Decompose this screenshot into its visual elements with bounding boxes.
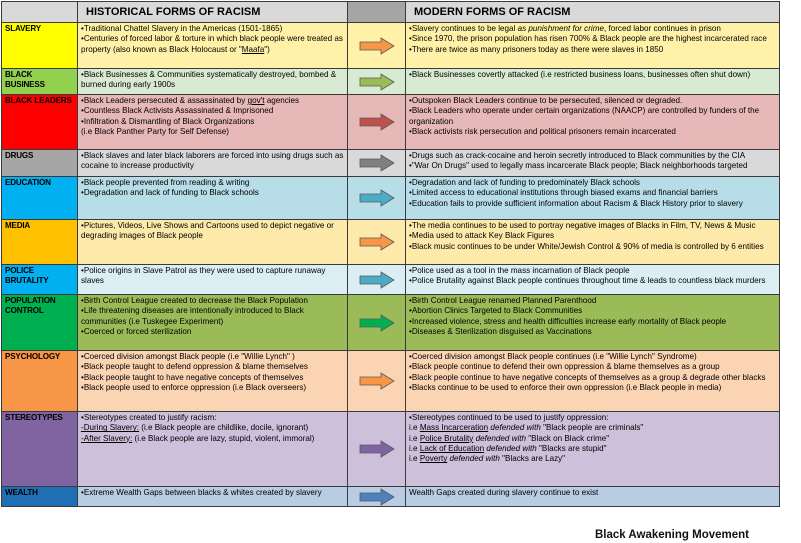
text-segment: •Black Leaders who operate under certain organizations (NAACP) are controlled by funders of the organization [409,106,760,126]
text-segment: •Black people continue to have negative concepts of themselves as a group & degrade other blacks [409,372,766,382]
text-line [81,327,344,337]
text-segment: agencies [264,96,300,105]
text-segment: Lack of Education [419,443,485,453]
historical-cell [78,150,348,177]
table-body [2,23,780,507]
text-segment: •Media used to attack Key Black Figures [409,231,554,241]
text-line [409,306,776,316]
text-segment: defended with [484,443,537,453]
text-line [81,296,344,306]
text-line [81,266,344,287]
text-line [409,327,776,337]
text-segment: •Black Businesses covertly attacked (i.e restricted business loans, businesses often shut down) [409,70,751,79]
text-line [409,373,776,383]
arrow-cell [348,265,406,295]
right-arrow-icon [359,189,395,207]
modern-cell [406,69,780,95]
category-cell: POPULATION CONTROL [2,295,78,351]
text-segment: •Police Brutality against Black people continues throughout time & leads to countless black murders [409,276,766,286]
arrow-cell [348,487,406,507]
text-line [409,488,776,498]
historical-cell [78,177,348,220]
text-segment: •Limited access to educational institutions through biased exams and financial barriers [409,188,718,198]
text-line [81,24,344,34]
text-segment: •Coerced or forced sterilization [81,326,192,336]
text-segment: •Black slaves and later black laborers are forced into using drugs such as cocaine to increase productivity [81,151,344,171]
text-line [409,188,776,198]
text-line [81,117,344,127]
text-segment: •Pictures, Videos, Live Shows and Cartoons used to depict negative or degrading images of Black people [81,221,334,241]
right-arrow-icon [359,440,395,458]
table-row [2,95,780,150]
text-line [409,413,776,423]
footer-credit: Black Awakening Movement [594,529,749,541]
arrow-shape [360,315,394,331]
text-segment: •Police origins in Slave Patrol as they were used to capture runaway slaves [81,266,326,286]
category-cell: SLAVERY [2,23,78,69]
text-segment: •Stereotypes continued to be used to justify oppression: [409,413,609,422]
arrow-shape [360,155,394,171]
text-segment: •Infiltration & Dismantling of Black Organizations [81,116,255,126]
text-segment: gov't [247,96,265,105]
historical-cell [78,487,348,507]
category-cell: POLICE BRUTALITY [2,265,78,295]
text-segment: , forced labor continues in prison [603,24,721,33]
text-segment: •Drugs such as crack-cocaine and heroin secretly introduced to Black communities by the CIA [409,151,746,160]
text-segment: Wealth Gaps created during slavery continue to exist [409,488,599,497]
text-line [409,199,776,209]
right-arrow-icon [359,488,395,506]
text-line [81,352,344,362]
text-segment: •Stereotypes created to justify racism: [81,413,217,422]
arrow-cell [348,150,406,177]
arrow-shape [360,272,394,288]
text-line [409,45,776,55]
text-line [409,352,776,362]
modern-cell [406,412,780,487]
modern-cell [406,487,780,507]
table-row [2,295,780,351]
arrow-cell [348,295,406,351]
text-segment: as punishment for crime [517,24,604,33]
right-arrow-icon [359,37,395,55]
historical-cell [78,95,348,150]
text-line [81,34,344,55]
text-segment: •Black people taught to defend oppression & blame themselves [81,362,308,372]
text-segment: •Degradation and lack of funding to Black schools [81,188,259,198]
text-segment: •Black people used to enforce oppression (i.e Black overseers) [81,382,307,392]
category-cell: PSYCHOLOGY [2,351,78,412]
text-segment: Maafa [241,44,265,54]
text-segment: "Blacks are Lazy" [499,454,566,464]
header-historical: HISTORICAL FORMS OF RACISM [78,2,348,23]
text-segment: •Slavery continues to be legal [409,24,518,33]
text-line [409,161,776,171]
text-line [409,266,776,276]
text-segment: •Black Leaders persecuted & assassinated by [81,96,248,105]
text-segment: •Birth Control League created to decrease the Black Population [81,296,308,305]
text-line [409,317,776,327]
text-segment: •Outspoken Black Leaders continue to be persecuted, silenced or degraded. [409,96,683,105]
text-segment: •There are twice as many prisoners today as there were slaves in 1850 [409,44,664,54]
arrow-shape [360,114,394,130]
text-segment: i.e [409,433,420,443]
modern-cell [406,150,780,177]
text-segment: "Black on Black crime" [526,433,610,443]
arrow-cell [348,69,406,95]
text-line [409,96,776,106]
table-row [2,220,780,265]
text-segment: -After Slavery: [81,433,133,443]
right-arrow-icon [359,271,395,289]
text-line [81,127,344,137]
right-arrow-icon [359,233,395,251]
right-arrow-icon [359,113,395,131]
text-line [81,178,344,188]
text-line [409,276,776,286]
text-segment: •Coerced division amongst Black people continues (i.e "Willie Lynch" Syndrome) [409,352,697,361]
text-line [409,178,776,188]
text-segment: •Extreme Wealth Gaps between blacks & whites created by slavery [81,488,322,497]
historical-cell [78,69,348,95]
header-arrow-blank [348,2,406,23]
modern-cell [406,351,780,412]
text-segment: •Education fails to provide sufficient information about Racism & Black History prior to slavery [409,198,743,208]
historical-cell [78,412,348,487]
text-line [81,434,344,444]
text-segment: •Birth Control League renamed Planned Parenthood [409,296,597,305]
arrow-cell [348,177,406,220]
text-segment: •Black people continue to defend their own oppression & blame themselves as a group [409,362,720,372]
text-line [409,221,776,231]
table-row [2,412,780,487]
text-segment: Mass Incarceration [419,423,489,433]
historical-cell [78,220,348,265]
text-segment: •Blacks continue to be used to enforce their own oppression (i.e Black people in media) [409,382,722,392]
text-segment: •Countless Black Activists Assassinated & Imprisoned [81,106,274,116]
text-line [409,70,776,80]
text-segment: •Traditional Chattel Slavery in the Americas (1501-1865) [81,24,283,33]
arrow-cell [348,23,406,69]
text-line [409,106,776,127]
text-line [81,188,344,198]
modern-cell [406,220,780,265]
text-segment: i.e [409,423,420,433]
right-arrow-icon [359,372,395,390]
text-segment: •Black people taught to have negative concepts of themselves [81,372,304,382]
arrow-shape [360,38,394,54]
text-segment: •Black activists risk persecution and political prisoners remain incarcerated [409,126,676,136]
text-line [81,306,344,327]
text-line [409,24,776,34]
text-line [409,242,776,252]
table-row [2,177,780,220]
modern-cell [406,265,780,295]
table-row [2,351,780,412]
text-line [81,70,344,91]
text-segment: •Black Businesses & Communities systematically destroyed, bombed & burned during early 1900s [81,70,337,90]
text-line [81,383,344,393]
text-segment: •Black music continues to be under White/Jewish Control & 90% of media is controlled by 6 entities [409,241,764,251]
modern-cell [406,177,780,220]
text-segment: i.e [409,443,420,453]
text-line [409,444,776,454]
text-line [81,413,344,423]
racism-comparison-table [1,1,780,507]
text-line [409,434,776,444]
arrow-cell [348,95,406,150]
header-category-blank [2,2,78,23]
modern-cell [406,95,780,150]
arrow-shape [360,74,394,90]
category-cell: MEDIA [2,220,78,265]
arrow-cell [348,412,406,487]
category-cell: BLACK BUSINESS [2,69,78,95]
historical-cell [78,265,348,295]
arrow-shape [360,190,394,206]
text-segment: (i.e Black Panther Party for Self Defense) [81,126,229,136]
text-segment: •The media continues to be used to portray negative images of Blacks in Film, TV, News & Music [409,221,756,230]
header-row [2,2,780,23]
text-segment: •Abortion Clinics Targeted to Black Communities [409,306,583,316]
text-segment: ") [264,44,270,54]
text-line [81,221,344,242]
text-segment: •Degradation and lack of funding to predominately Black schools [409,178,640,187]
right-arrow-icon [359,73,395,91]
text-line [409,362,776,372]
header-modern: MODERN FORMS OF RACISM [406,2,780,23]
text-line [81,362,344,372]
text-line [81,151,344,172]
modern-cell [406,23,780,69]
text-segment: •Coerced division amongst Black people (i.e "Willie Lynch" ) [81,352,295,361]
table-row [2,265,780,295]
category-cell: WEALTH [2,487,78,507]
text-line [409,296,776,306]
text-line [409,383,776,393]
text-segment: •Police used as a tool in the mass incarnation of Black people [409,266,630,275]
text-segment: •Black people prevented from reading & writing [81,178,250,187]
text-segment: •Diseases & Sterilization disguised as Vaccinations [409,326,592,336]
category-cell: EDUCATION [2,177,78,220]
text-segment: (i.e Black people are childlike, docile, ignorant) [139,423,309,433]
category-cell: DRUGS [2,150,78,177]
text-line [81,373,344,383]
text-segment: •Since 1970, the prison population has risen 700% & Black people are the highest incarcerated race [409,34,767,44]
text-segment: •Increased violence, stress and health difficulties increase early mortality of Black people [409,316,727,326]
text-segment: Police Brutality [419,433,474,443]
text-segment: "Black people are criminals" [540,423,644,433]
historical-cell [78,23,348,69]
arrow-shape [360,234,394,250]
text-line [409,423,776,433]
text-line [81,488,344,498]
text-segment: Poverty [419,454,448,464]
text-line [409,231,776,241]
text-line [81,106,344,116]
text-line [81,96,344,106]
modern-cell [406,295,780,351]
text-line [81,423,344,433]
text-segment: "Blacks are stupid" [536,443,607,453]
text-segment: (i.e Black people are lazy, stupid, violent, immoral) [132,433,315,443]
text-line [409,151,776,161]
table-row [2,487,780,507]
text-segment: defended with [447,454,500,464]
arrow-cell [348,351,406,412]
arrow-shape [360,441,394,457]
category-cell: BLACK LEADERS [2,95,78,150]
table-row [2,69,780,95]
text-line [409,454,776,464]
right-arrow-icon [359,154,395,172]
arrow-shape [360,373,394,389]
text-segment: defended with [488,423,541,433]
text-segment: •"War On Drugs" used to legally mass incarcerate Black people; Black neighborhoods targeted [409,161,748,171]
text-line [409,34,776,44]
historical-cell [78,351,348,412]
historical-cell [78,295,348,351]
text-segment: •Centuries of forced labor & torture in which black people were treated as property (also known as Black Holocaust or " [81,34,343,54]
category-cell: STEREOTYPES [2,412,78,487]
text-segment: defended with [473,433,526,443]
arrow-shape [360,489,394,505]
text-line [409,127,776,137]
text-segment: -During Slavery: [81,423,140,433]
table-row [2,150,780,177]
table-row [2,23,780,69]
text-segment: •Life threatening diseases are intentionally introduced to Black communities (i.e Tuskegee Experiment) [81,306,304,326]
right-arrow-icon [359,314,395,332]
text-segment: i.e [409,454,420,464]
arrow-cell [348,220,406,265]
